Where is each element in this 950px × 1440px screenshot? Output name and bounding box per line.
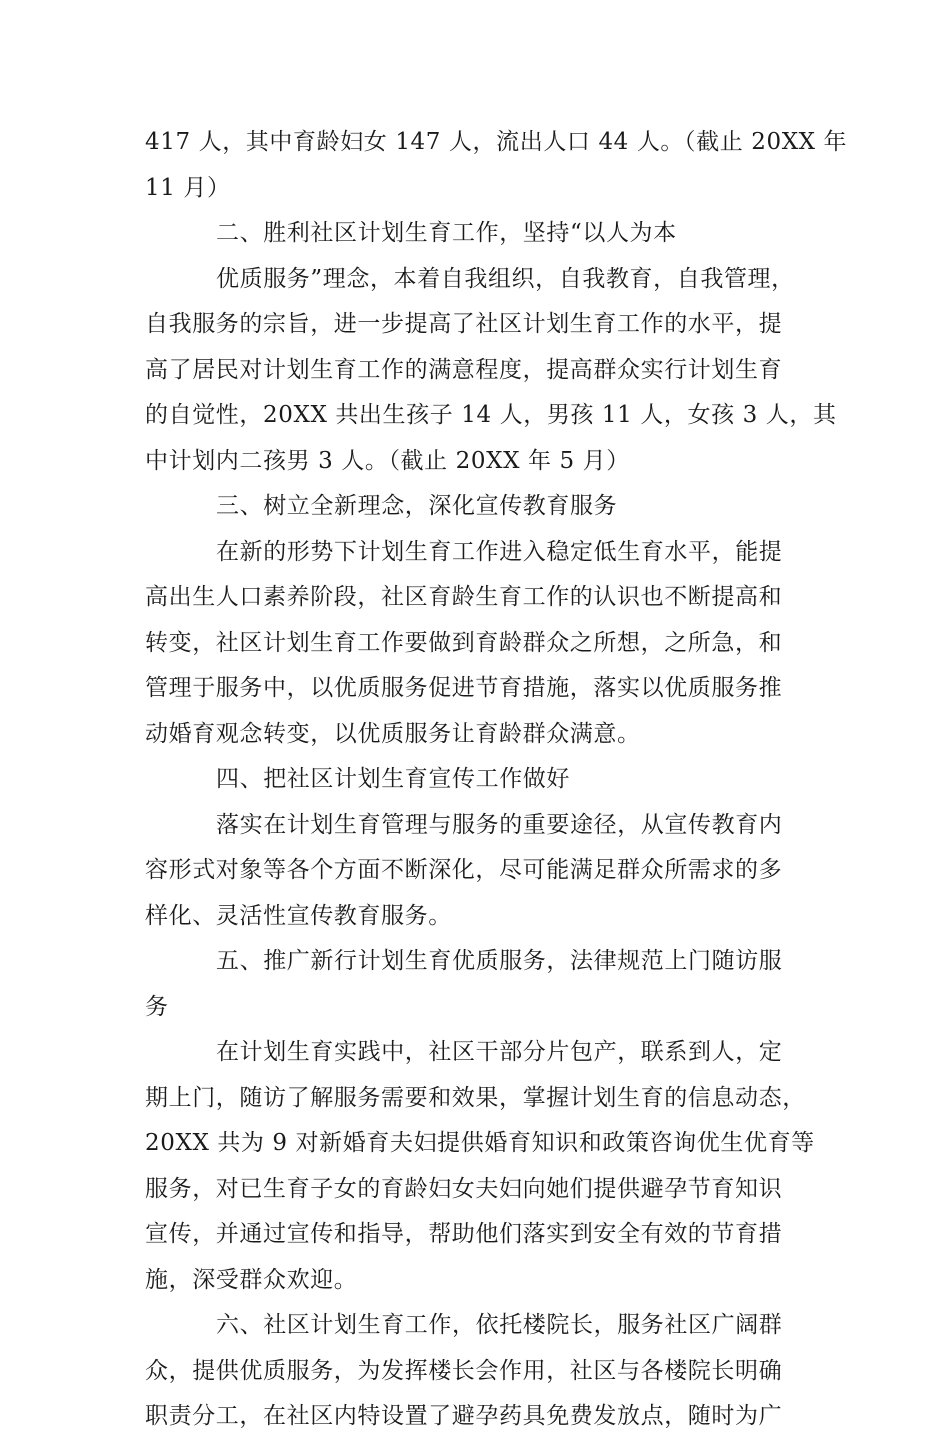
text-line: 四、把社区计划生育宣传工作做好 [216, 766, 570, 792]
text-line: 高出生人口素养阶段，社区育龄生育工作的认识也不断提高和 [145, 584, 783, 610]
text-line: 期上门，随访了解服务需要和效果，掌握计划生育的信息动态， [145, 1084, 806, 1111]
text-line: 优质服务”理念，本着自我组织，自我教育，自我管理， [216, 265, 795, 292]
text-line: 六、社区计划生育工作，依托楼院长，服务社区广阔群 [216, 1312, 783, 1338]
text-line: 11 月） [145, 174, 231, 201]
text-line: 在新的形势下计划生育工作进入稳定低生育水平，能提 [216, 538, 783, 565]
body-text [145, 120, 848, 1440]
text-line: 容形式对象等各个方面不断深化，尽可能满足群众所需求的多 [145, 857, 783, 883]
text-line: 二、胜利社区计划生育工作，坚持“以人为本 [216, 220, 677, 246]
text-line: 转变，社区计划生育工作要做到育龄群众之所想，之所急，和 [145, 629, 783, 656]
text-line: 在计划生育实践中，社区干部分片包产，联系到人，定 [216, 1039, 783, 1065]
text-line: 施，深受群众欢迎。 [145, 1266, 358, 1293]
text-line: 的自觉性，20XX 共出生孩子 14 人，男孩 11 人，女孩 3 人，其 [145, 402, 837, 428]
text-line: 三、树立全新理念，深化宣传教育服务 [216, 493, 618, 519]
text-line: 自我服务的宗旨，进一步提高了社区计划生育工作的水平，提 [145, 311, 783, 337]
text-line: 动婚育观念转变，以优质服务让育龄群众满意。 [145, 720, 641, 747]
text-line: 职责分工，在社区内特设置了避孕药具免费发放点，随时为广 [145, 1403, 783, 1429]
text-line: 宣传，并通过宣传和指导，帮助他们落实到安全有效的节育措 [145, 1221, 783, 1247]
text-line: 众，提供优质服务，为发挥楼长会作用，社区与各楼院长明确 [145, 1357, 783, 1384]
text-line: 中计划内二孩男 3 人。（截止 20XX 年 5 月） [145, 447, 630, 474]
text-line: 417 人，其中育龄妇女 147 人，流出人口 44 人。（截止 20XX 年 [145, 129, 848, 155]
text-line: 样化、灵活性宣传教育服务。 [145, 902, 452, 929]
text-line: 五、推广新行计划生育优质服务，法律规范上门随访服 [216, 948, 783, 974]
text-line: 务 [145, 993, 169, 1020]
text-line: 20XX 共为 9 对新婚育夫妇提供婚育知识和政策咨询优生优育等 [145, 1130, 815, 1156]
text-line: 高了居民对计划生育工作的满意程度，提高群众实行计划生育 [145, 356, 783, 383]
text-line: 服务，对已生育子女的育龄妇女夫妇向她们提供避孕节育知识 [145, 1175, 783, 1202]
text-line: 管理于服务中，以优质服务促进节育措施，落实以优质服务推 [145, 675, 783, 701]
text-line: 落实在计划生育管理与服务的重要途径，从宣传教育内 [216, 811, 783, 838]
